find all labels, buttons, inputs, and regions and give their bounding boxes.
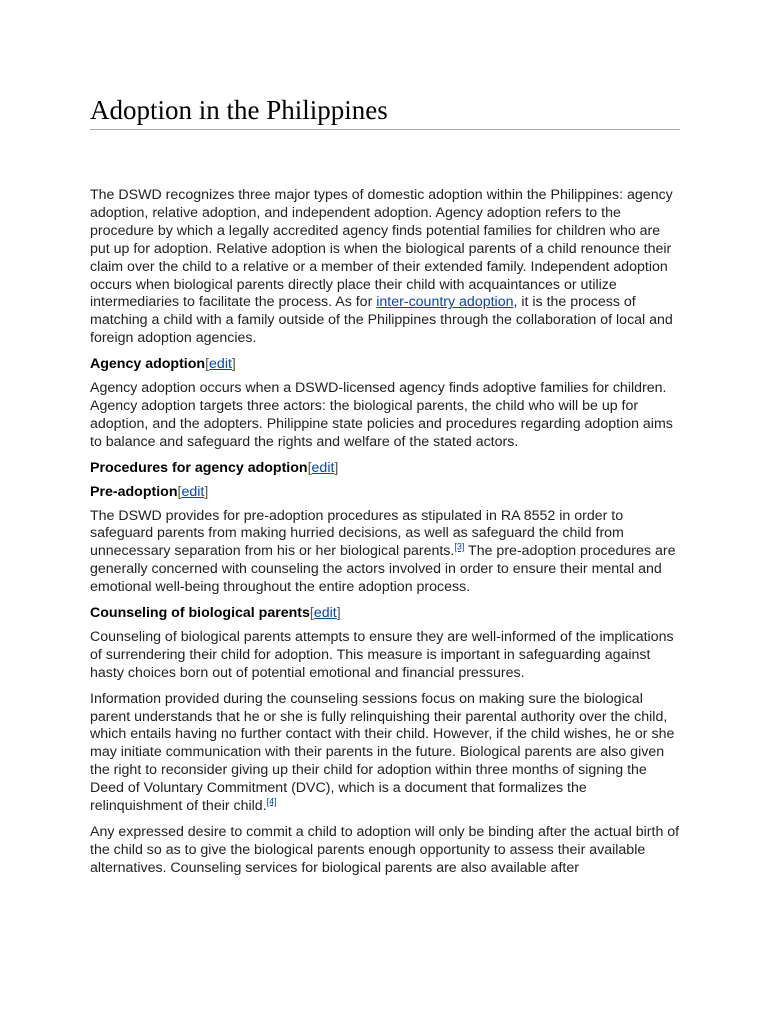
bracket-open: [: [309, 605, 314, 622]
pre-adoption-text-2: The pre-adoption procedures are generally concerned with counseling the actors involved in order to ensure their mental and emotional well-being throughout the entire adoption process.: [90, 543, 676, 596]
edit-section: [310, 605, 341, 621]
edit-section: [308, 460, 339, 476]
heading-agency-adoption: [90, 356, 680, 374]
heading-text: Procedures for agency adoption: [90, 459, 308, 476]
edit-section: [178, 484, 209, 500]
bracket-close: ]: [204, 483, 209, 500]
heading-procedures: [90, 460, 680, 478]
pre-adoption-text-1: The DSWD provides for pre-adoption procedures as stipulated in RA 8552 in order to safeguard parents from making hurried decisions, as well as safeguard the child from unnecessary separation from his or her biological parents.: [90, 507, 624, 560]
reference-link-4[interactable]: [4]: [266, 796, 277, 807]
counseling-text: Information provided during the counseling sessions focus on making sure the biological parent understands that he or she is fully relinquishing their parental authority over the child, which entails having no further contact with their child. However, if the child wishes, he or she may initiate communication with their parents in the future. Biological parents are also given the right to reconsider giving up their child for adoption within three months of signing the Deed of Voluntary Commitment (DVC), which is a document that formalizes the relinquishment of their child.: [90, 690, 675, 815]
page-title: Adoption in the Philippines: [90, 94, 680, 130]
edit-link-pre-adoption[interactable]: edit: [181, 483, 205, 500]
bracket-open: [: [307, 459, 312, 476]
intro-text-2: , it is the process of matching a child with a family outside of the Philippines through the collaboration of local and foreign adoption agencies.: [90, 294, 673, 347]
heading-counseling: [90, 605, 680, 623]
bracket-open: [: [177, 483, 182, 500]
reference: [454, 542, 464, 552]
edit-link-counseling[interactable]: edit: [313, 605, 337, 622]
heading-text: Agency adoption: [90, 356, 206, 373]
counseling-paragraph-3: Any expressed desire to commit a child to adoption will only be binding after the actual birth of the child so as to give the biological parents enough opportunity to assess their available alternatives. Counseling services for biological parents are also available after: [90, 824, 680, 876]
counseling-paragraph-1: Counseling of biological parents attempts to ensure they are well-informed of the implications of surrendering their child for adoption. This measure is important in safeguarding against hasty choices born out of potential emotional and financial pressures.: [90, 628, 674, 681]
agency-adoption-paragraph: Agency adoption occurs when a DSWD-licensed agency finds adoptive families for children. Agency adoption targets three actors: the biological parents, the child who will be up for adoption, and the adopters. Philippine state policies and procedures regarding adoption aims to balance and safeguard the rights and welfare of the stated actors.: [90, 380, 673, 450]
edit-section: [205, 356, 236, 372]
article-body: [90, 187, 680, 886]
intro-paragraph: [90, 187, 680, 348]
bracket-open: [: [205, 356, 210, 373]
pre-adoption-paragraph: [90, 508, 680, 598]
heading-text: Pre-adoption: [90, 483, 178, 500]
heading-text: Counseling of biological parents: [90, 605, 310, 622]
bracket-close: ]: [336, 605, 341, 622]
edit-link-agency-adoption[interactable]: edit: [209, 356, 232, 373]
edit-link-procedures[interactable]: edit: [311, 459, 335, 476]
reference: [267, 796, 277, 806]
heading-pre-adoption: [90, 484, 680, 502]
intro-text-1: The DSWD recognizes three major types of domestic adoption within the Philippines: agency adoption, relative adoption, and independent adoption. Agency adoption refers to the procedure by which a legally accredited agency finds potential families for children who are put up for adoption. Relative adoption is when the biological parents of a child renounce their claim over the child to a relative or a member of their extended family. Independent adoption occurs when biological parents directly place their child with acquaintances or utilize intermediaries to facilitate the process. As for: [90, 187, 673, 311]
bracket-close: ]: [231, 356, 236, 373]
bracket-close: ]: [334, 459, 339, 476]
inter-country-adoption-link[interactable]: inter-country adoption: [376, 294, 514, 311]
counseling-paragraph-2: [90, 691, 680, 816]
reference-link-3[interactable]: [3]: [454, 541, 465, 552]
